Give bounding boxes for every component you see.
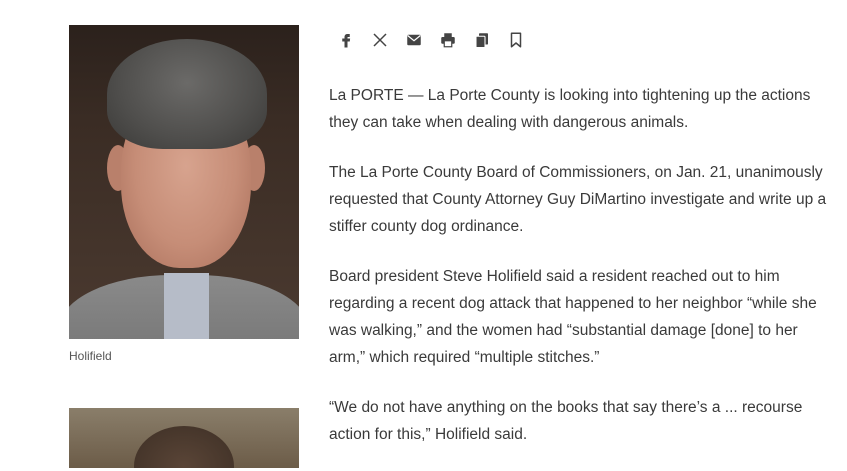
photo-caption: Holifield	[69, 349, 112, 363]
second-photo[interactable]	[69, 408, 299, 468]
copy-icon[interactable]	[472, 30, 492, 50]
bookmark-icon[interactable]	[506, 30, 526, 50]
paragraph: “We do not have anything on the books that say there’s a ... recourse action for this,” Holifield said.	[329, 399, 803, 443]
facebook-icon[interactable]	[336, 30, 356, 50]
paragraph: The La Porte County Board of Commissioners, on Jan. 21, unanimously requested that County Attorney Guy DiMartino investigate and write up a stiffer county dog ordinance.	[329, 164, 827, 235]
figure-holifield	[69, 25, 299, 363]
x-icon[interactable]	[370, 30, 390, 50]
paragraph: Board president Steve Holifield said a resident reached out to him regarding a recent dog attack that happened to her neighbor “while she was walking,” and the women had “substantial damage [done] to her arm,” which required “multiple stitches.”	[329, 268, 817, 366]
holifield-photo[interactable]	[69, 25, 299, 339]
paragraph: La PORTE — La Porte County is looking into tightening up the actions they can take when dealing with dangerous animals.	[329, 87, 811, 131]
share-toolbar	[336, 30, 526, 50]
email-icon[interactable]	[404, 30, 424, 50]
article-body	[329, 82, 829, 471]
print-icon[interactable]	[438, 30, 458, 50]
